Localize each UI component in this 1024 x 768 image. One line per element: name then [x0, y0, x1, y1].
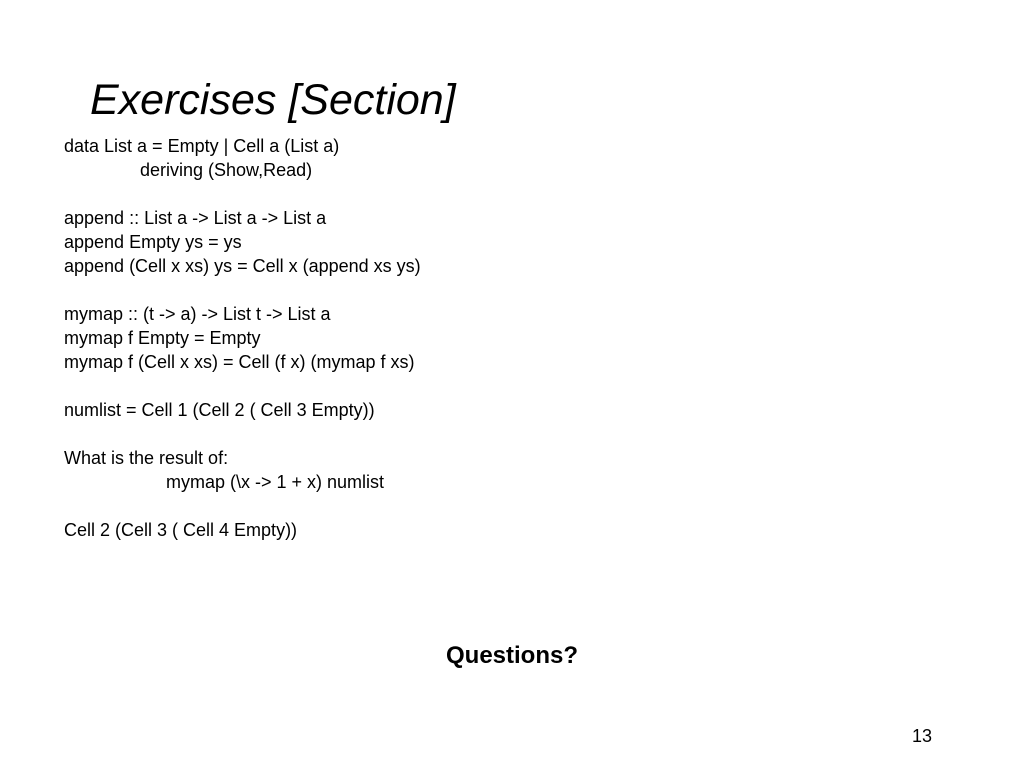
code-numlist-definition: numlist = Cell 1 (Cell 2 ( Cell 3 Empty)) — [64, 400, 375, 420]
blank-line — [64, 278, 764, 302]
blank-line — [64, 494, 764, 518]
blank-line — [64, 374, 764, 398]
questions-heading: Questions? — [446, 642, 579, 669]
question-expression: mymap (\x -> 1 + x) numlist — [166, 472, 385, 492]
question-prompt: What is the result of: — [64, 448, 229, 468]
code-data-declaration: data List a = Empty | Cell a (List a) — [64, 136, 340, 156]
blank-line — [64, 182, 764, 206]
answer-text: Cell 2 (Cell 3 ( Cell 4 Empty)) — [64, 520, 298, 540]
slide-title: Exercises [Section] — [90, 76, 456, 124]
code-mymap-base-case: mymap f Empty = Empty — [64, 328, 261, 348]
code-append-base-case: append Empty ys = ys — [64, 232, 242, 252]
code-deriving-clause: deriving (Show,Read) — [140, 160, 313, 180]
blank-line — [64, 422, 764, 446]
page-number: 13 — [912, 726, 933, 746]
code-append-recursive-case: append (Cell x xs) ys = Cell x (append xs ys) — [64, 256, 421, 276]
code-mymap-recursive-case: mymap f (Cell x xs) = Cell (f x) (mymap f xs) — [64, 352, 415, 372]
code-mymap-signature: mymap :: (t -> a) -> List t -> List a — [64, 304, 331, 324]
slide-body — [64, 134, 764, 542]
code-append-signature: append :: List a -> List a -> List a — [64, 208, 327, 228]
